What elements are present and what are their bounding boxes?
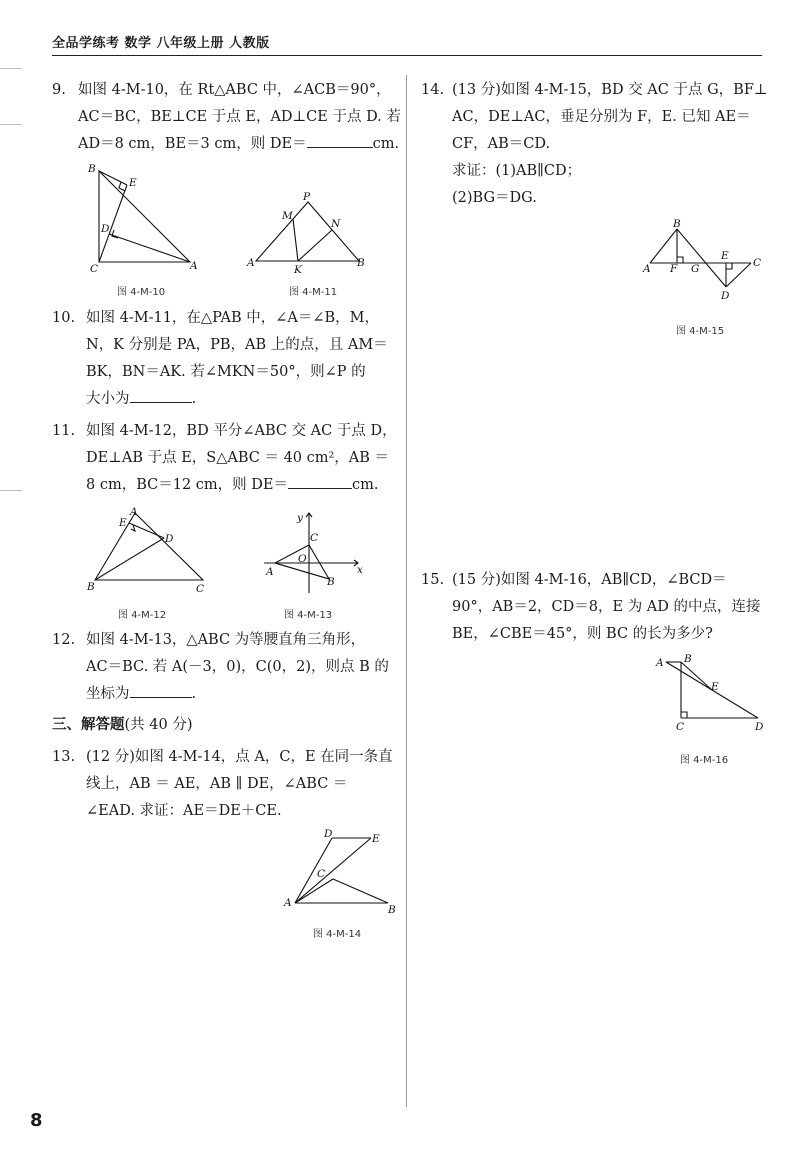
figure-caption: 图 4-M-10: [117, 287, 166, 298]
question-11: [52, 418, 402, 499]
figure-4-M-12: [86, 505, 216, 597]
question-15: [421, 567, 781, 648]
figure-label: C: [753, 257, 762, 269]
figure-label: D: [755, 721, 764, 733]
question-line: DE⊥AB 于点 E，S△ABC ＝ 40 cm²，AB ＝: [86, 450, 390, 466]
question-number: 10.: [52, 310, 76, 326]
answer-blank[interactable]: [130, 683, 192, 698]
margin-mark: [0, 124, 22, 125]
figure-label: B: [684, 653, 692, 665]
question-10: [52, 305, 402, 413]
question-number: 15.: [421, 572, 445, 588]
figure-caption: 图 4-M-13: [284, 610, 333, 621]
figure-label: E: [721, 250, 729, 262]
question-line: AC＝BC，BE⊥CE 于点 E，AD⊥CE 于点 D. 若: [78, 109, 401, 125]
figure-label: x: [357, 564, 363, 576]
answer-unit: cm.: [372, 136, 400, 152]
figure-label: B: [673, 218, 681, 230]
figure-label: M: [282, 210, 293, 222]
margin-mark: [0, 490, 22, 491]
figure-label: A: [266, 566, 274, 578]
figure-4-M-16: [648, 650, 770, 738]
figure-label: B: [88, 163, 96, 175]
question-line: ∠EAD. 求证：AE＝DE＋CE.: [86, 803, 282, 819]
figure-caption: 图 4-M-15: [676, 326, 725, 337]
question-line: AD＝8 cm，BE＝3 cm，则 DE＝: [78, 136, 307, 152]
header-rule: [52, 55, 762, 56]
figure-label: C: [196, 583, 205, 595]
figure-label: A: [643, 263, 651, 275]
question-number: 11.: [52, 423, 76, 439]
question-line: 坐标为: [86, 686, 130, 702]
figure-label: E: [372, 833, 380, 845]
figure-label: A: [247, 257, 255, 269]
question-9: [52, 77, 402, 158]
answer-unit: .: [191, 686, 197, 702]
figure-label: P: [303, 191, 311, 203]
figure-label: A: [656, 657, 664, 669]
question-line: CF，AB＝CD.: [452, 136, 551, 152]
column-divider: [406, 75, 407, 1107]
question-line: 如图 4-M-12，BD 平分∠ABC 交 AC 于点 D，: [86, 423, 397, 439]
figure-label: E: [711, 681, 719, 693]
answer-unit: cm.: [351, 477, 379, 493]
question-line: 90°，AB＝2，CD＝8，E 为 AD 的中点，连接: [452, 599, 761, 615]
figure-label: C: [676, 721, 685, 733]
figure-caption: 图 4-M-14: [313, 929, 362, 940]
question-line: N，K 分别是 PA，PB，AB 上的点，且 AM＝: [86, 337, 388, 353]
figure-label: A: [130, 506, 138, 518]
question-number: 13.: [52, 749, 76, 765]
answer-unit: .: [191, 391, 197, 407]
figure-label: A: [284, 897, 292, 909]
figure-4-M-11: [246, 190, 376, 276]
figure-label: D: [721, 290, 730, 302]
question-line: 大小为: [86, 391, 130, 407]
question-14: [421, 77, 781, 212]
question-line: 线上，AB ＝ AE，AB ∥ DE，∠ABC ＝: [86, 776, 348, 792]
question-line: BK，BN＝AK. 若∠MKN＝50°，则∠P 的: [86, 364, 366, 380]
figure-caption: 图 4-M-12: [118, 610, 167, 621]
section-heading: [52, 713, 192, 734]
figure-label: B: [388, 904, 396, 916]
question-line: (12 分)如图 4-M-14，点 A，C，E 在同一条直: [86, 749, 393, 765]
figure-label: C: [90, 263, 99, 275]
figure-label: A: [190, 260, 198, 272]
figure-4-M-15: [637, 215, 769, 305]
question-number: 9.: [52, 82, 66, 98]
question-line: 如图 4-M-10，在 Rt△ABC 中，∠ACB＝90°，: [78, 82, 391, 98]
question-line: 8 cm，BC＝12 cm，则 DE＝: [86, 477, 288, 493]
question-line: 求证：(1)AB∥CD；: [452, 163, 582, 179]
question-line: 如图 4-M-11，在△PAB 中，∠A＝∠B，M，: [86, 310, 380, 326]
figure-caption: 图 4-M-11: [289, 287, 338, 298]
figure-caption: 图 4-M-16: [680, 755, 729, 766]
answer-blank[interactable]: [307, 133, 373, 148]
figure-label: C: [310, 532, 319, 544]
question-number: 12.: [52, 632, 76, 648]
question-line: BE，∠CBE＝45°，则 BC 的长为多少?: [452, 626, 713, 642]
margin-mark: [0, 68, 22, 69]
figure-label: G: [691, 263, 700, 275]
figure-4-M-10: [82, 158, 202, 276]
page-number: 8: [30, 1110, 43, 1131]
figure-label: E: [129, 177, 137, 189]
question-13: [52, 744, 402, 825]
figure-label: K: [294, 264, 302, 276]
figure-label: y: [297, 512, 303, 524]
figure-label: B: [327, 576, 335, 588]
question-line: (13 分)如图 4-M-15，BD 交 AC 于点 G，BF⊥: [452, 82, 768, 98]
question-line: AC＝BC. 若 A(－3，0)，C(0，2)，则点 B 的: [86, 659, 389, 675]
figure-label: B: [357, 257, 365, 269]
figure-label: O: [298, 553, 307, 565]
section-score: (共 40 分): [124, 717, 193, 733]
figure-label: D: [101, 223, 110, 235]
question-line: 如图 4-M-13，△ABC 为等腰直角三角形，: [86, 632, 366, 648]
figure-label: F: [670, 263, 678, 275]
figure-label: D: [324, 828, 333, 840]
figure-label: N: [331, 218, 341, 230]
page-header: 全品学练考 数学 八年级上册 人教版: [52, 36, 270, 51]
section-title: 三、解答题: [52, 717, 125, 733]
figure-label: D: [165, 533, 174, 545]
answer-blank[interactable]: [130, 388, 192, 403]
figure-label: C: [317, 868, 326, 880]
question-line: (15 分)如图 4-M-16，AB∥CD，∠BCD＝: [452, 572, 727, 588]
question-line: (2)BG＝DG.: [452, 190, 537, 206]
figure-label: B: [87, 581, 95, 593]
figure-label: E: [119, 517, 127, 529]
answer-blank[interactable]: [288, 474, 352, 489]
figure-4-M-14: [284, 825, 404, 917]
figure-4-M-13: [258, 507, 370, 599]
question-12: [52, 627, 402, 708]
question-number: 14.: [421, 82, 445, 98]
question-line: AC，DE⊥AC，垂足分别为 F，E. 已知 AE＝: [452, 109, 751, 125]
